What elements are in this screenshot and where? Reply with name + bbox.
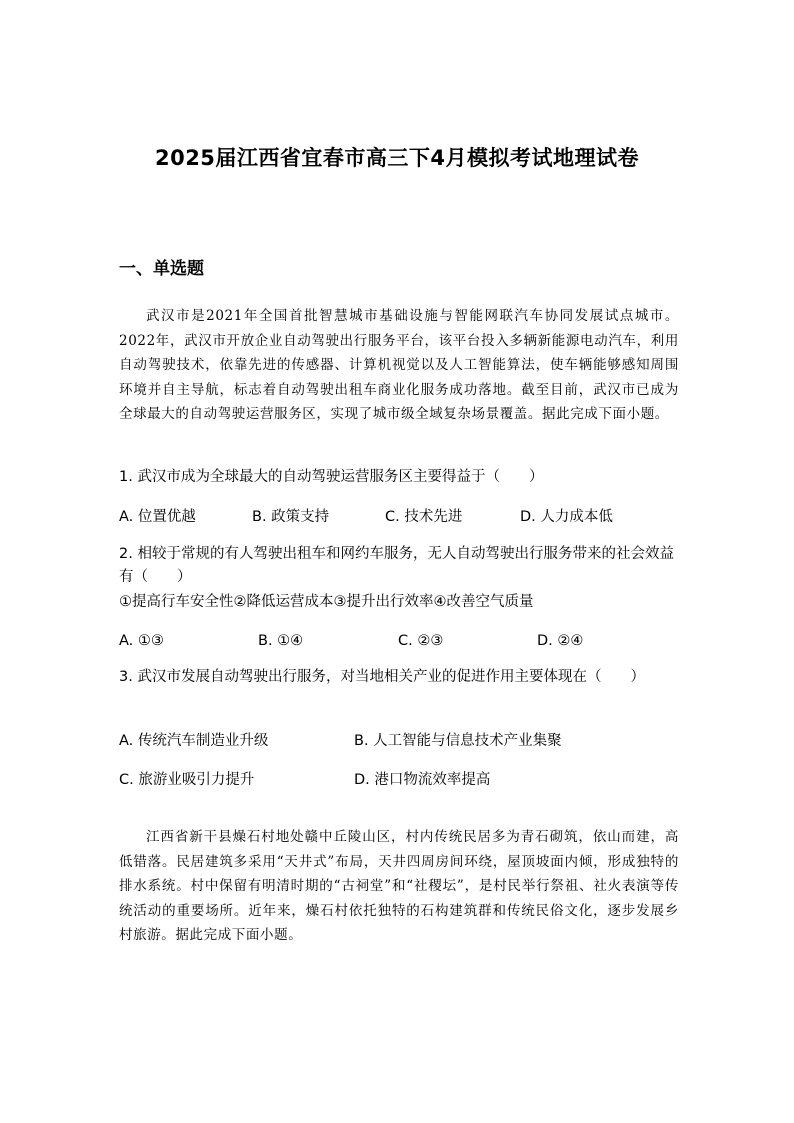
question-2-options bbox=[119, 629, 699, 653]
question-1-options bbox=[119, 505, 699, 529]
reading-passage-2: 江西省新干县燥石村地处赣中丘陵山区，村内传统民居多为青石砌筑，依山而建，高低错落。民居建筑多采用“天井式”布局，天井四周房间环绕，屋顶坡面内倾，形成独特的排水系统。村中保留有明清时期的“古祠堂”和“社稷坛”，是村民举行祭祖、社火表演等传统活动的重要场所。近年来，燥石村依托独特的石构建筑群和传统民俗文化，逐步发展乡村旅游。据此完成下面小题。 bbox=[119, 829, 679, 943]
option-b: B. ①④ bbox=[258, 633, 304, 649]
option-b: B. 政策支持 bbox=[252, 509, 330, 525]
option-c: C. 技术先进 bbox=[385, 509, 463, 525]
question-2-statements: ①提高行车安全性②降低运营成本③提升出行效率④改善空气质量 bbox=[119, 594, 534, 610]
option-a: A. 传统汽车制造业升级 bbox=[119, 733, 269, 749]
option-a: A. ①③ bbox=[119, 633, 164, 649]
reading-passage-1: 武汉市是2021年全国首批智慧城市基础设施与智能网联汽车协同发展试点城市。2022年，武汉市开放企业自动驾驶出行服务平台，该平台投入多辆新能源电动汽车，利用自动驾驶技术，依靠先进的传感器、计算机视觉以及人工智能算法，使车辆能够感知周围环境并自主导航，标志着自动驾驶出租车商业化服务成功落地。截至目前，武汉市已成为全球最大的自动驾驶运营服务区，实现了城市级全域复杂场景覆盖。据此完成下面小题。 bbox=[119, 308, 679, 422]
question-2-stem: 2. 相较于常规的有人驾驶出租车和网约车服务，无人自动驾驶出行服务带来的社会效益有（ ） bbox=[119, 546, 674, 585]
option-a: A. 位置优越 bbox=[119, 509, 196, 525]
question-3-options-row-1 bbox=[119, 729, 699, 753]
option-d: D. 人力成本低 bbox=[520, 509, 613, 525]
question-3-stem: 3. 武汉市发展自动驾驶出行服务，对当地相关产业的促进作用主要体现在（ ） bbox=[119, 669, 645, 685]
question-1-stem: 1. 武汉市成为全球最大的自动驾驶运营服务区主要得益于（ ） bbox=[119, 469, 544, 485]
section-heading: 一、单选题 bbox=[119, 259, 204, 279]
question-3-options-row-2 bbox=[119, 768, 699, 792]
page-title: 2025届江西省宜春市高三下4月模拟考试地理试卷 bbox=[154, 146, 640, 170]
option-d: D. 港口物流效率提高 bbox=[354, 772, 491, 788]
option-b: B. 人工智能与信息技术产业集聚 bbox=[354, 733, 562, 749]
option-c: C. 旅游业吸引力提升 bbox=[119, 772, 255, 788]
option-d: D. ②④ bbox=[537, 633, 584, 649]
option-c: C. ②③ bbox=[398, 633, 444, 649]
